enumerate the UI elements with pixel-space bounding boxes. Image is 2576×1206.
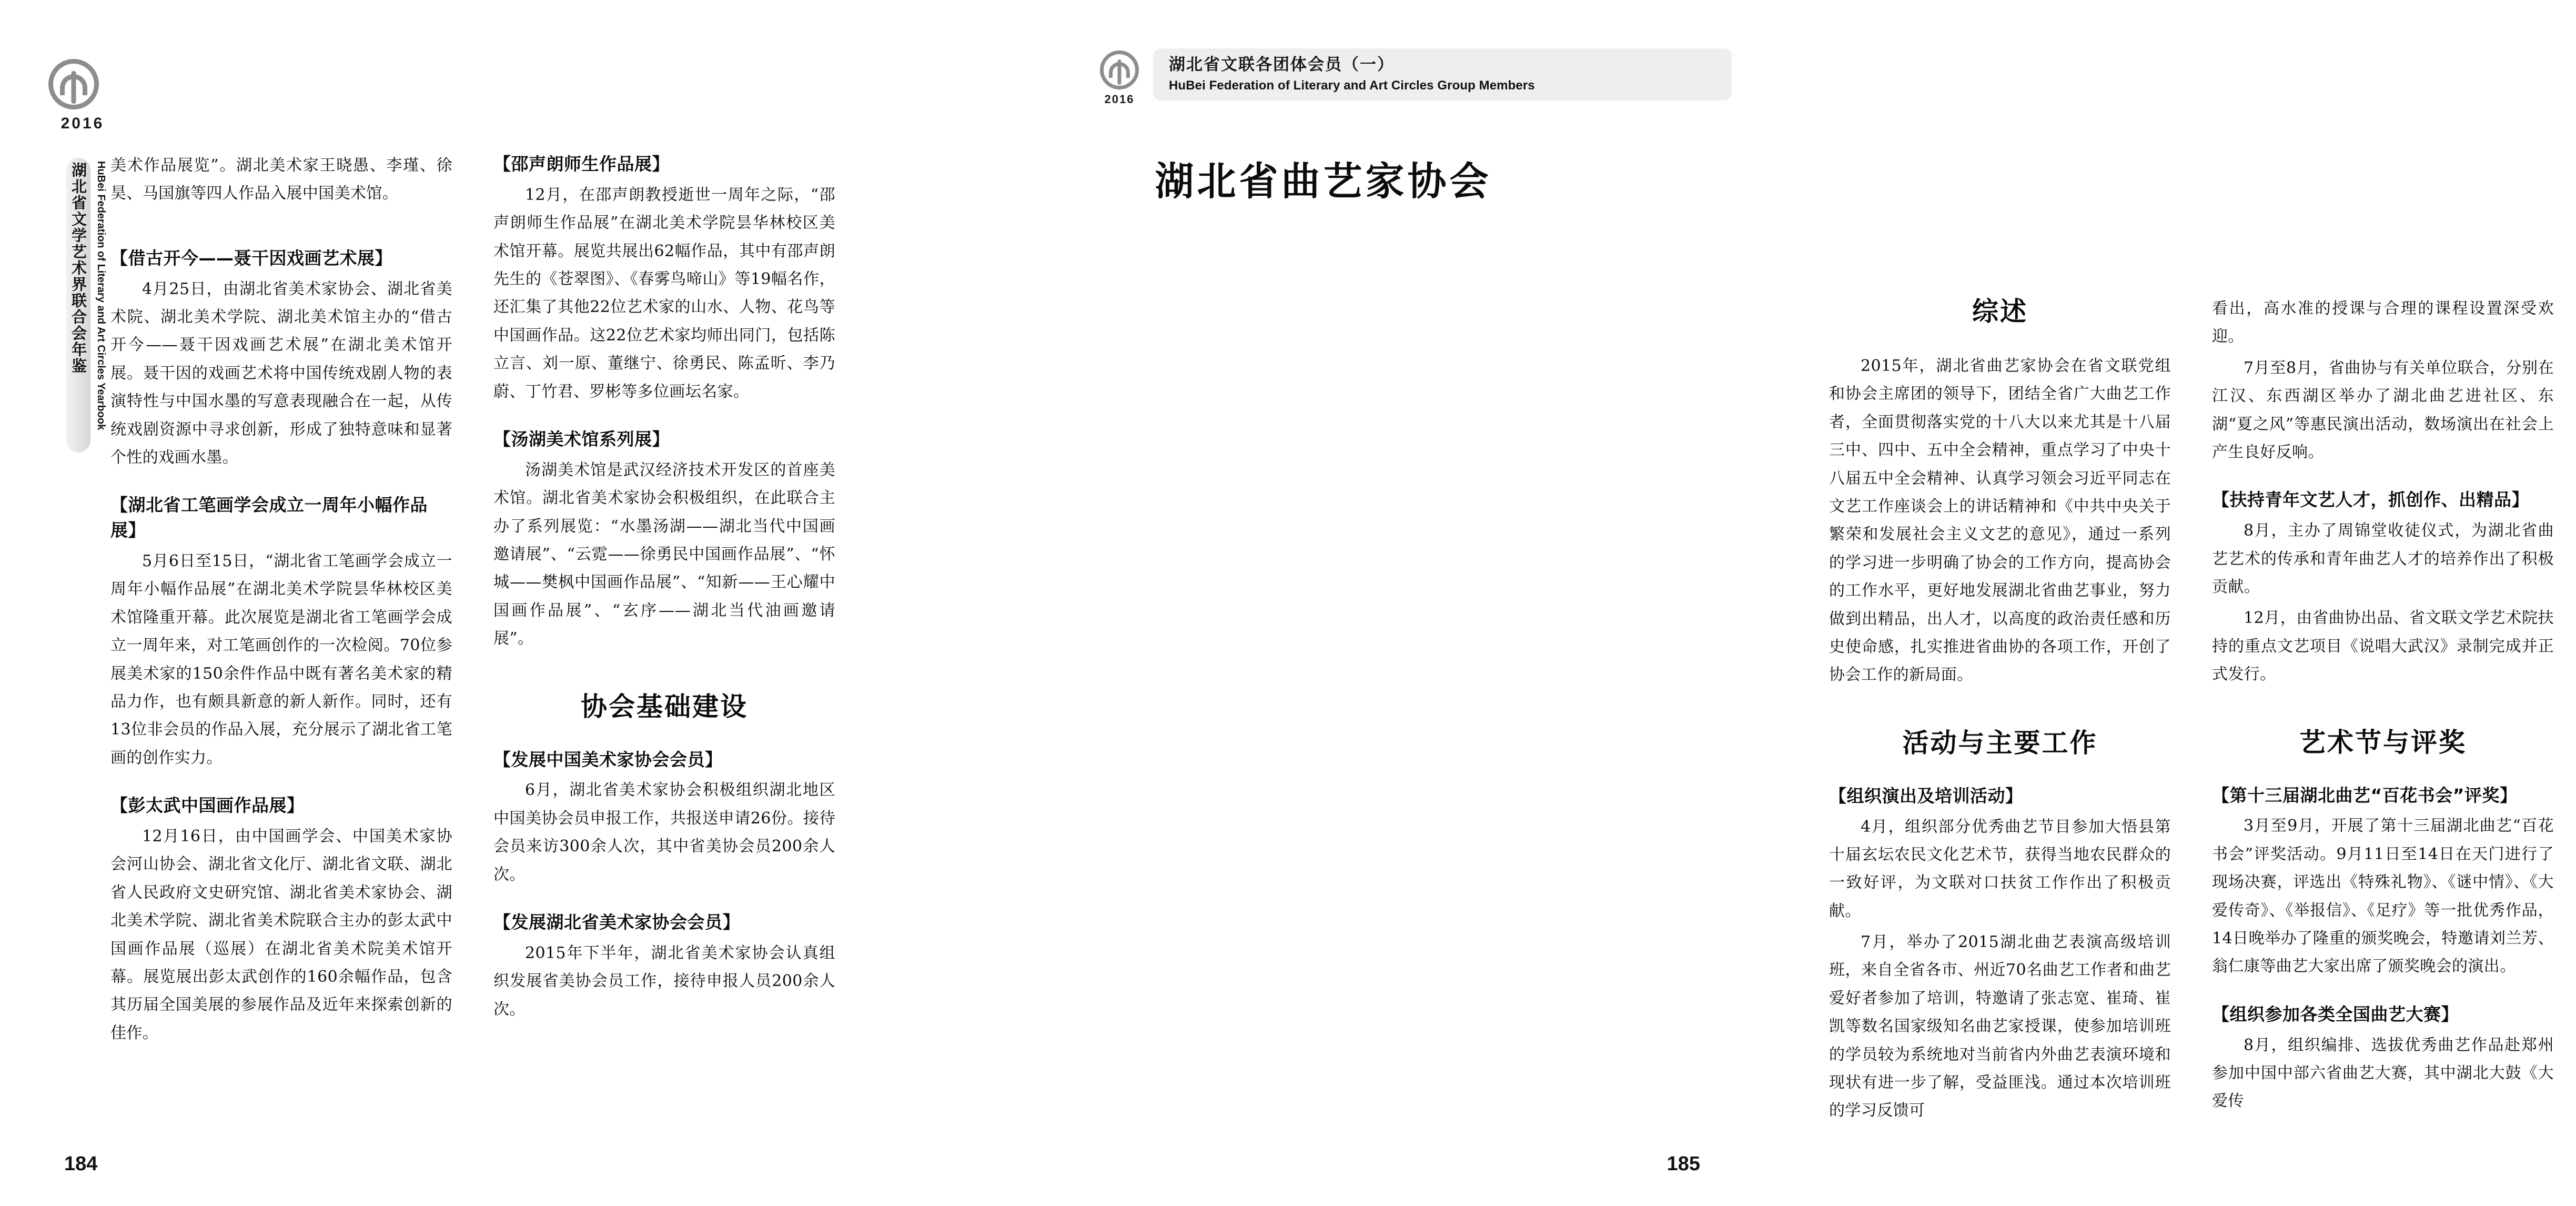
- major-section-heading: 综述: [1972, 296, 2028, 327]
- logo-year-label: 2016: [1104, 93, 1135, 106]
- overview-paragraph: 2015年，湖北省曲艺家协会在省文联党组和协会主席团的领导下，团结全省广大曲艺工作者，全面贯彻落实党的十八大以来尤其是十八届三中、四中、五中全会精神，重点学习了中央十八届五中全会精神、认真学习领会习近平同志在文艺工作座谈会上的讲话精神和《中共中央关于繁荣和发展社会主义文艺的意见》，通过一系列的学习进一步明确了协会的工作方向，提高协会的工作水平，更好地发展湖北省曲艺事业，努力做到出精品，出人才，以高度的政治责任感和历史使命感，扎实推进省曲协的各项工作，开创了协会工作的新局面。: [1829, 357, 2171, 685]
- yearbook-logo-left: [48, 59, 117, 133]
- yearbook-logo-right: [1091, 48, 1148, 106]
- header-banner: [1153, 48, 1732, 100]
- section-paragraph: 12月，在邵声朗教授逝世一周年之际，“邵声朗师生作品展”在湖北美术学院昙华林校区美术馆开幕。展览共展出62幅作品，其中有邵声朗先生的《苍翠图》、《春雾鸟啼山》等19幅名作，还汇集了其他22位艺术家的山水、人物、花鸟等中国画作品。这22位艺术家均师出同门，包括陈立言、刘一原、董继宁、徐勇民、陈孟昕、李乃蔚、丁竹君、罗彬等多位画坛名家。: [493, 185, 835, 401]
- section-paragraph: 8月，组织编排、选拔优秀曲艺作品赴郑州参加中国中部六省曲艺大赛，其中湖北大鼓《大爱传: [2212, 1036, 2554, 1111]
- organization-title: 湖北省曲艺家协会: [1155, 159, 1492, 204]
- running-header: [1091, 48, 1732, 114]
- section-paragraph: 12月，由省曲协出品、省文联文学艺术院扶持的重点文艺项目《说唱大武汉》录制完成并正式发行。: [2212, 609, 2554, 684]
- section-heading: 【借古开今——聂干因戏画艺术展】: [110, 247, 392, 268]
- sidebar-title-en: HuBei Federation of Literary and Art Circles Yearbook: [95, 161, 107, 430]
- major-section-heading: 活动与主要工作: [1902, 727, 2098, 758]
- section-heading: 【第十三届湖北曲艺“百花书会”评奖】: [2212, 785, 2518, 806]
- continued-paragraph: 看出，高水准的授课与合理的课程设置深受欢迎。: [2212, 299, 2554, 346]
- section-heading: 【扶持青年文艺人才，抓创作、出精品】: [2212, 489, 2529, 510]
- header-title-cn: 湖北省文联各团体会员（一）: [1169, 55, 1395, 74]
- right-page-columns: [1829, 295, 2576, 1128]
- continued-paragraph: 美术作品展览”。湖北美术家王晓愚、李瑾、徐昊、马国旗等四人作品入展中国美术馆。: [110, 156, 452, 203]
- major-section-heading: 协会基础建设: [581, 691, 748, 722]
- major-section-heading: 艺术节与评奖: [2299, 727, 2467, 758]
- section-heading: 【彭太武中国画作品展】: [110, 795, 305, 816]
- section-paragraph: 7月，举办了2015湖北曲艺表演高级培训班，来自全省各市、州近70名曲艺工作者和曲艺爱好者参加了培训，特邀请了张志宽、崔琦、崔凯等数名国家级知名曲艺家授课，使参加培训班的学员较为系统地对当前省内外曲艺表演环境和现状有进一步了解，受益匪浅。通过本次培训班的学习反馈可: [1829, 933, 2171, 1120]
- section-heading: 【组织演出及培训活动】: [1829, 785, 2023, 806]
- section-paragraph: 5月6日至15日，“湖北省工笔画学会成立一周年小幅作品展”在湖北美术学院昙华林校区美术馆隆重开幕。此次展览是湖北省工笔画学会成立一周年来，对工笔画创作的一次检阅。70位参展美术家的150余件作品中既有著名美术家的精品力作，也有颇具新意的新人新作。同时，还有13位非会员的作品入展，充分展示了湖北省工笔画的创作实力。: [110, 552, 452, 767]
- page-right: [882, 0, 2554, 1206]
- section-heading: 【汤湖美术馆系列展】: [493, 428, 670, 449]
- page-number-right: 185: [1666, 1153, 1700, 1175]
- section-heading: 【组织参加各类全国曲艺大赛】: [2212, 1003, 2459, 1024]
- section-paragraph: 6月，湖北省美术家协会积极组织湖北地区中国美协会员申报工作，共报送申请26份。接待会员来访300余人次，其中省美协会员200余人次。: [493, 781, 835, 884]
- page-number-left: 184: [64, 1153, 98, 1175]
- column-2: [493, 152, 835, 1050]
- column-4: [2212, 295, 2554, 1128]
- section-paragraph: 4月25日，由湖北省美术家协会、湖北省美术院、湖北美术学院、湖北美术馆主办的“借古开今——聂干因戏画艺术展”在湖北美术馆开展。聂干因的戏画艺术将中国传统戏剧人物的表演特性与中国水墨的写意表现融合在一起，从传统戏剧资源中寻求创新，形成了独特意味和显著个性的戏画水墨。: [110, 279, 452, 467]
- section-paragraph: 3月至9月，开展了第十三届湖北曲艺“百花书会”评奖活动。9月11日至14日在天门进行了现场决赛，评选出《特殊礼物》、《谜中情》、《大爱传奇》、《举报信》、《足疗》等一批优秀作品，14日晚举办了隆重的颁奖晚会，特邀请刘兰芳、翁仁康等曲艺大家出席了颁奖晚会的演出。: [2212, 817, 2554, 976]
- header-title-en: HuBei Federation of Literary and Art Circles Group Members: [1169, 78, 1535, 93]
- federation-emblem-icon: [1100, 51, 1139, 89]
- continued-paragraph: 7月至8月，省曲协与有关单位联合，分别在江汉、东西湖区举办了湖北曲艺进社区、东湖“夏之风”等惠民演出活动，数场演出在社会上产生良好反响。: [2212, 358, 2554, 461]
- left-page-columns: [110, 152, 836, 1050]
- section-paragraph: 2015年下半年，湖北省美术家协会认真组织发展省美协会员工作，接待申报人员200余人次。: [493, 943, 835, 1019]
- section-heading: 【湖北省工笔画学会成立一周年小幅作品展】: [110, 495, 428, 541]
- logo-year-label: 2016: [60, 115, 105, 132]
- section-paragraph: 汤湖美术馆是武汉经济技术开发区的首座美术馆。湖北省美术家协会积极组织，在此联合主办了系列展览：“水墨汤湖——湖北当代中国画邀请展”、“云霓——徐勇民中国画作品展”、“怀城——樊枫中国画作品展”、“知新——王心耀中国画作品展”、“玄序——湖北当代油画邀请展”。: [493, 460, 835, 648]
- section-paragraph: 4月，组织部分优秀曲艺节目参加大悟县第十届玄坛农民文化艺术节，获得当地农民群众的一致好评，为文联对口扶贫工作作出了积极贡献。: [1829, 817, 2171, 920]
- sidebar-title-cn: 湖北省文学艺术界联合会年鉴: [69, 162, 87, 374]
- column-3: [1829, 295, 2171, 1128]
- section-paragraph: 12月16日，由中国画学会、中国美术家协会河山协会、湖北省文化厅、湖北省文联、湖北省人民政府文史研究馆、湖北省美术家协会、湖北美术学院、湖北省美术院联合主办的彭太武中国画作品展（巡展）在湖北省美术院美术馆开幕。展览展出彭太武创作的160余幅作品，包含其历届全国美展的参展作品及近年来探索创新的佳作。: [110, 827, 452, 1042]
- section-paragraph: 8月，主办了周锦堂收徒仪式，为湖北省曲艺艺术的传承和青年曲艺人才的培养作出了积极贡献。: [2212, 521, 2554, 596]
- federation-emblem-icon: [48, 59, 99, 109]
- section-heading: 【邵声朗师生作品展】: [493, 154, 670, 174]
- section-heading: 【发展中国美术家协会会员】: [493, 749, 723, 770]
- page-left: [0, 0, 882, 1206]
- column-1: [110, 152, 452, 1050]
- section-heading: 【发展湖北省美术家协会会员】: [493, 911, 740, 932]
